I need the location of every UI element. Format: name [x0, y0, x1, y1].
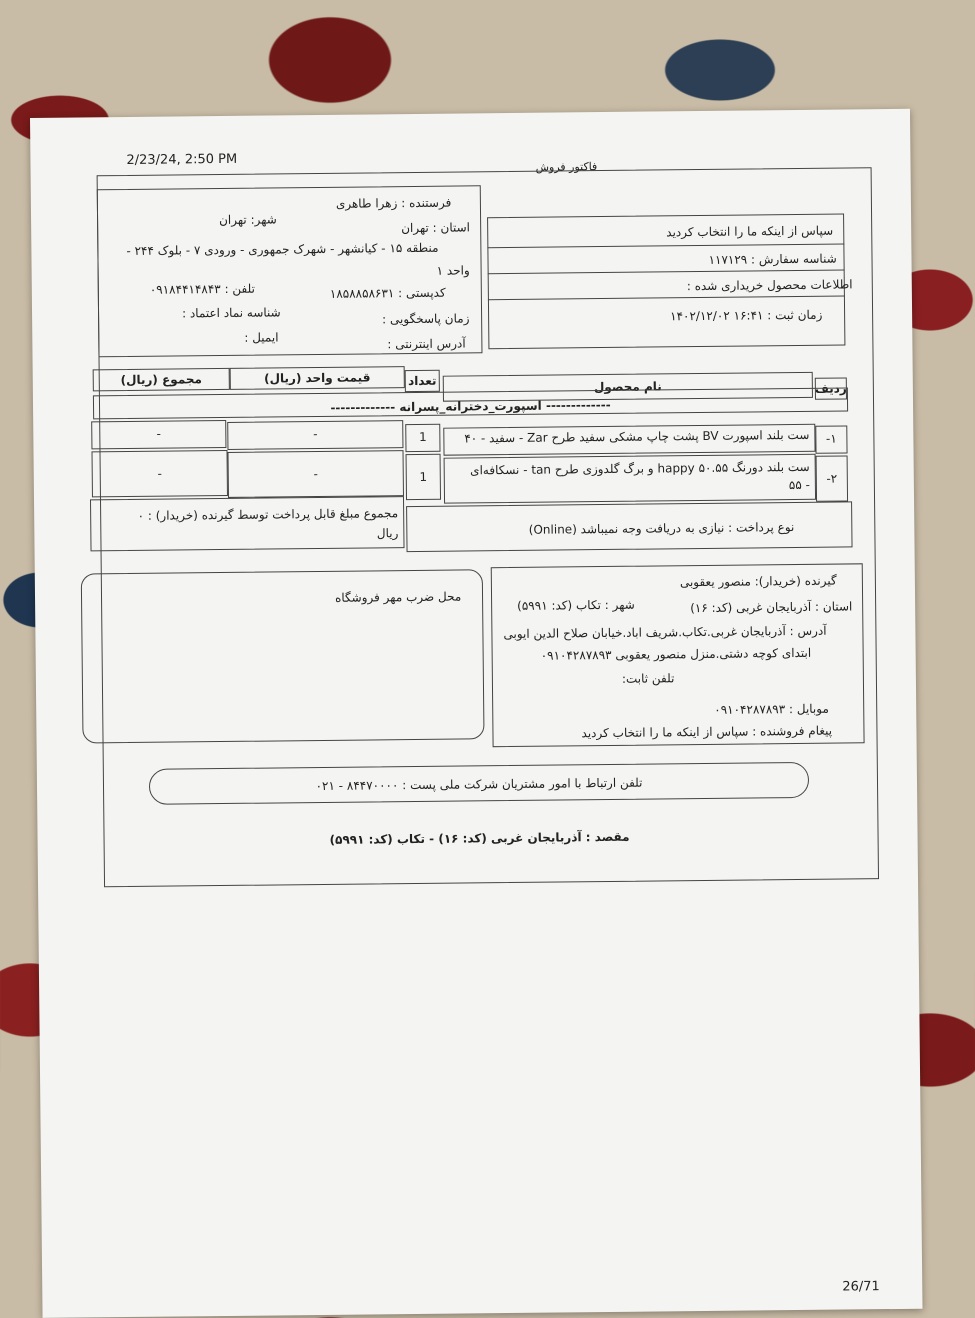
support-phone: تلفن ارتباط با امور مشتریان شرکت ملی پست : ۸۴۴۷۰۰۰۰ - ۰۲۱ [315, 775, 643, 794]
row1-unit: - [313, 427, 318, 442]
page-number: 26/71 [842, 1279, 880, 1295]
receiver-province: استان : آذربایجان غربی (کد: ۱۶) [690, 599, 853, 616]
receiver-address-line1: آدرس : آذربایجان غربی.تکاب.شریف اباد.خیابان صلاح الدین ایوبی [503, 623, 827, 642]
sender-address-line2: واحد ۱ [436, 263, 470, 278]
receiver-landline: تلفن ثابت: [621, 671, 675, 686]
order-thanks: سپاس از اینکه ما را انتخاب کردید [666, 223, 834, 240]
row2-qty: 1 [419, 469, 428, 484]
col-product-header: نام محصول [593, 379, 662, 395]
sender-postal: کدپستی : ۱۸۵۸۸۵۸۶۳۱ [329, 285, 446, 301]
seller-message: پیغام فروشنده : سپاس از اینکه ما را انتخاب کردید [581, 723, 833, 741]
sender-box [97, 185, 483, 357]
receiver-city: شهر : تکاب (کد: ۵۹۹۱) [517, 597, 635, 613]
group-name: ------------- اسپورت_دخترانه_پسرانه ------------- [330, 397, 611, 415]
payable-amount: مجموع مبلغ قابل پرداخت توسط گیرنده (خریدار) : ۰ [137, 506, 399, 523]
row1-product: ست بلند اسپورت BV پشت چاپ مشکی سفید طرح Zar - سفید - ۴۰ [464, 427, 810, 446]
row2-product-line2: - ۵۵ [788, 477, 810, 493]
col-row-header: ردیف [814, 381, 847, 396]
print-timestamp: 2/23/24, 2:50 PM [126, 151, 238, 168]
col-qty-header: تعداد [407, 373, 437, 389]
sender-trust-id: شناسه نماد اعتماد : [181, 305, 281, 321]
sender-website: آدرس اینترنتی : [387, 336, 466, 352]
row2-product-line1: ست بلند دورنگ ۵۰.۵۵ happy و برگ گلدوزی طرح tan - نسکافه‌ای [470, 459, 810, 478]
receiver-name: گیرنده (خریدار): منصور یعقوبی [679, 573, 837, 590]
row2-index: ۲- [826, 471, 838, 486]
sender-email: ایمیل : [244, 330, 279, 345]
invoice-paper [30, 109, 923, 1318]
row2-total: - [157, 466, 162, 481]
payment-type: نوع پرداخت : نیازی به دریافت وجه نمیباشد (Online) [528, 520, 795, 537]
sender-province: استان : تهران [401, 220, 471, 236]
registration-time: زمان ثبت : ۱۶:۴۱ ۱۴۰۲/۱۲/۰۲ [670, 307, 823, 324]
row1-index: ۱- [825, 431, 837, 446]
col-unit-header: قیمت واحد (ریال) [264, 370, 371, 386]
sender-address-line1: منطقه ۱۵ - کیانشهر - شهرک جمهوری - ورودی ۷ - بلوک ۲۴۴ - [126, 240, 439, 258]
row1-total: - [156, 426, 162, 441]
document-title: فاکتور فروش [535, 160, 598, 174]
order-id: شناسه سفارش : ۱۱۷۱۲۹ [708, 251, 837, 267]
receiver-address-line2: ابتدای کوچه دشتی.منزل منصور یعقوبی ۰۹۱۰۴۲۸۷۸۹۳ [540, 645, 812, 663]
col-total-header: مجموع (ریال) [120, 372, 202, 388]
row2-unit: - [313, 467, 318, 482]
receiver-mobile: موبایل : ۰۹۱۰۴۲۸۷۸۹۳ [714, 701, 829, 717]
row1-qty: 1 [418, 429, 427, 444]
sender-city: شهر: تهران [219, 212, 277, 228]
destination: مقصد : آذربایجان غربی (کد: ۱۶) - تکاب (کد: ۵۹۹۱) [329, 829, 630, 847]
sender-name: فرستنده : زهرا طاهری [335, 195, 452, 211]
payable-unit: ریال [376, 526, 399, 541]
products-info-label: اطلاعات محصول خریداری شده : [686, 277, 853, 294]
sender-response-time: زمان پاسخگویی : [382, 311, 470, 327]
payable-box [90, 496, 405, 551]
sender-phone: تلفن : ۰۹۱۸۴۴۱۴۸۴۳ [149, 281, 255, 297]
stamp-label: محل ضرب مهر فروشگاه [334, 589, 462, 605]
